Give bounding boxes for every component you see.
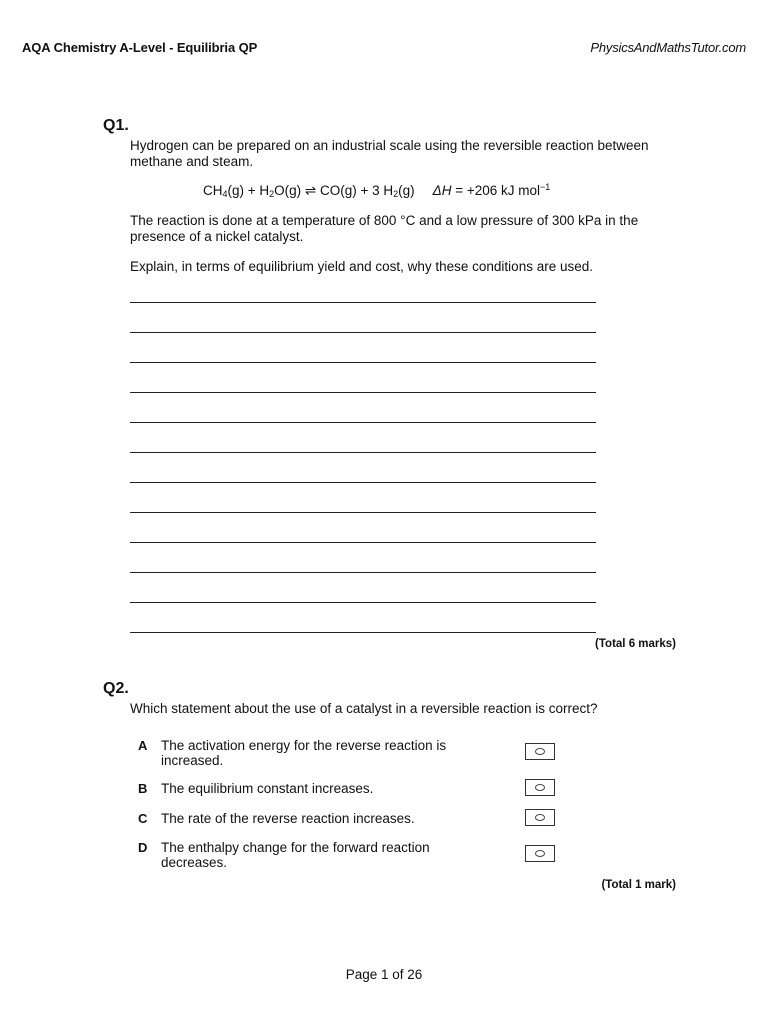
- equation-part-1: (g) + H: [227, 183, 270, 198]
- question-2-number: Q2.: [103, 680, 129, 697]
- option-c-text: The rate of the reverse reaction increases.: [161, 811, 415, 826]
- answer-line[interactable]: [130, 482, 596, 483]
- site-name: PhysicsAndMathsTutor.com: [590, 40, 746, 55]
- option-b-oval-icon: [535, 784, 545, 791]
- option-c-letter: C: [138, 811, 148, 826]
- question-1-conditions: The reaction is done at a temperature of 800 °C and a low pressure of 300 kPa in the presence of a nickel catalyst.: [130, 213, 639, 244]
- answer-line[interactable]: [130, 392, 596, 393]
- enthalpy-symbol: ΔH: [432, 183, 452, 198]
- enthalpy-unit-superscript: −1: [540, 182, 551, 192]
- answer-line[interactable]: [130, 332, 596, 333]
- equation-ch: CH: [203, 183, 223, 198]
- document-title: AQA Chemistry A-Level - Equilibria QP: [22, 40, 258, 55]
- question-2-marks: (Total 1 mark): [601, 879, 676, 891]
- option-b-text: The equilibrium constant increases.: [161, 781, 374, 796]
- option-c-checkbox[interactable]: [525, 809, 555, 826]
- equation-h2-subscript: 2: [393, 189, 399, 199]
- option-d-letter: D: [138, 840, 148, 855]
- equation-ch-subscript: 4: [222, 189, 228, 199]
- option-a-letter: A: [138, 738, 148, 753]
- answer-line[interactable]: [130, 302, 596, 303]
- question-1-number: Q1.: [103, 117, 129, 134]
- reaction-equation: [203, 183, 550, 199]
- option-c-oval-icon: [535, 814, 545, 821]
- option-b-letter: B: [138, 781, 148, 796]
- option-a-checkbox[interactable]: [525, 743, 555, 760]
- equation-part-3: (g): [398, 183, 415, 198]
- enthalpy-value: = +206 kJ mol: [451, 183, 541, 198]
- option-a-text: The activation energy for the reverse reaction is increased.: [161, 738, 447, 768]
- equation-h2o-subscript: 2: [269, 189, 275, 199]
- answer-line[interactable]: [130, 422, 596, 423]
- option-d-text: The enthalpy change for the forward reaction decreases.: [161, 840, 430, 870]
- option-a-oval-icon: [535, 748, 545, 755]
- question-1-intro: Hydrogen can be prepared on an industrial scale using the reversible reaction between methane and steam.: [130, 138, 649, 169]
- answer-line[interactable]: [130, 572, 596, 573]
- answer-line[interactable]: [130, 512, 596, 513]
- page-number: Page 1 of 26: [345, 967, 423, 982]
- answer-line[interactable]: [130, 362, 596, 363]
- question-1-prompt: Explain, in terms of equilibrium yield and cost, why these conditions are used.: [130, 259, 593, 274]
- answer-line[interactable]: [130, 452, 596, 453]
- answer-line[interactable]: [130, 632, 596, 633]
- equation-part-2: O(g) ⇌ CO(g) + 3 H: [274, 183, 394, 198]
- question-2-prompt: Which statement about the use of a catalyst in a reversible reaction is correct?: [130, 701, 598, 716]
- answer-line[interactable]: [130, 542, 596, 543]
- question-1-marks: (Total 6 marks): [595, 638, 676, 650]
- answer-line[interactable]: [130, 602, 596, 603]
- option-d-checkbox[interactable]: [525, 845, 555, 862]
- option-d-oval-icon: [535, 850, 545, 857]
- option-b-checkbox[interactable]: [525, 779, 555, 796]
